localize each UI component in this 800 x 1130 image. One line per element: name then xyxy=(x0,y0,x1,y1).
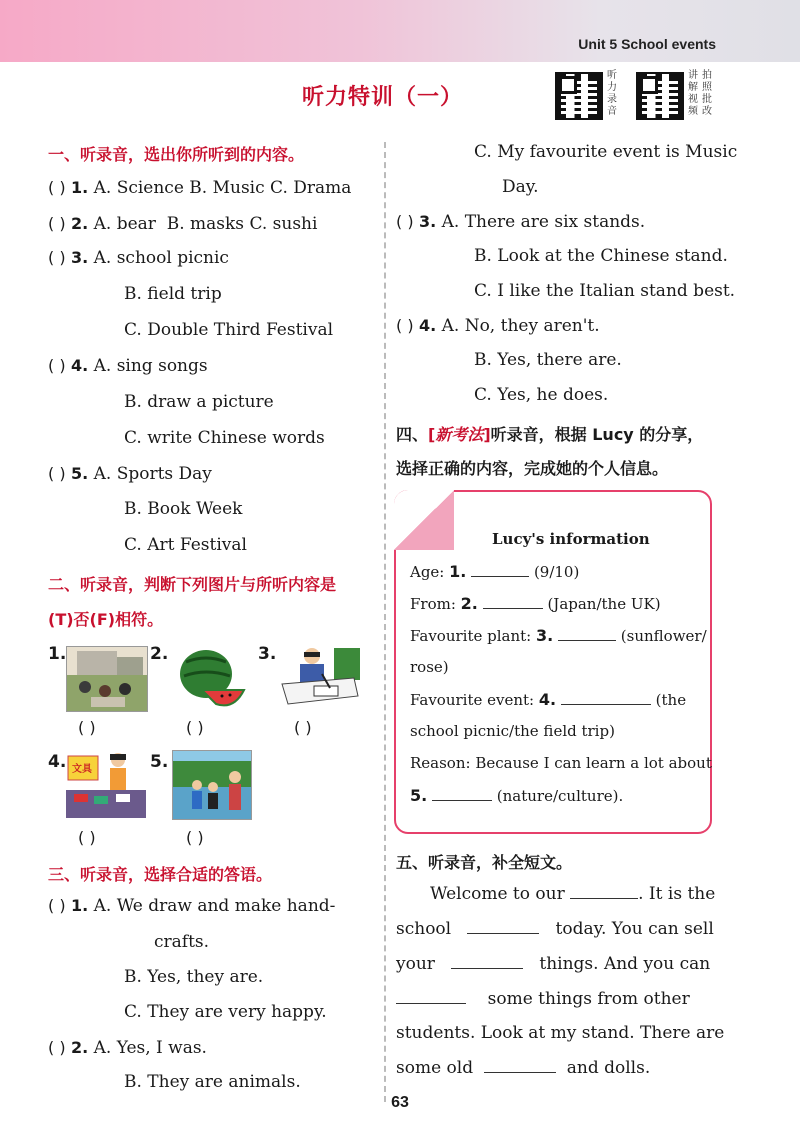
pic4-number: 4. xyxy=(48,752,67,772)
event-row: Favourite event: 4. (the xyxy=(410,690,687,709)
section3-heading: 三、听录音，选择合适的答语。 xyxy=(48,865,273,884)
pic5-number: 5. xyxy=(150,752,169,772)
plant-row: Favourite plant: 3. (sunflower/ xyxy=(410,626,707,645)
s1-item4-c: C. write Chinese words xyxy=(124,428,325,448)
passage-blank-5[interactable] xyxy=(484,1059,556,1073)
age-row: Age: 1. (9/10) xyxy=(410,562,580,581)
lucy-info-card xyxy=(394,490,712,834)
s3-item1: ( ) 1. A. We draw and make hand- xyxy=(48,896,336,916)
qr-caption-photo: 拍照批改 xyxy=(702,70,712,117)
s1-item1: ( ) 1. A. Science B. Music C. Drama xyxy=(48,178,352,198)
passage-line-3: your things. And you can xyxy=(396,954,711,974)
s1-item4: ( ) 4. A. sing songs xyxy=(48,356,208,376)
qr-code-icon[interactable] xyxy=(555,72,603,120)
passage-blank-4[interactable] xyxy=(396,990,466,1004)
s1-item4-b: B. draw a picture xyxy=(124,392,274,412)
pic2-answer[interactable]: ( ) xyxy=(186,718,204,737)
qr-code-icon[interactable] xyxy=(636,72,684,120)
s1-item5-c: C. Art Festival xyxy=(124,535,247,555)
writing-picture xyxy=(278,644,360,710)
page-title: 听力特训（一） xyxy=(302,85,464,110)
info-card-title: Lucy's information xyxy=(492,530,650,548)
event-blank[interactable] xyxy=(561,691,651,705)
s3-item3-b: B. Look at the Chinese stand. xyxy=(474,246,728,266)
s1-item2: ( ) 2. A. bear B. masks C. sushi xyxy=(48,214,318,234)
qr-caption-audio: 听力录音 xyxy=(607,70,617,117)
s3-item4-c: C. Yes, he does. xyxy=(474,385,609,405)
from-blank[interactable] xyxy=(483,595,543,609)
new-method-tag: [新考法] xyxy=(428,425,491,444)
qr-caption-video: 讲解视频 xyxy=(688,70,698,117)
s3-item4: ( ) 4. A. No, they aren't. xyxy=(396,316,600,336)
passage-line-6: some old and dolls. xyxy=(396,1058,651,1078)
s1-item3-b: B. field trip xyxy=(124,284,222,304)
unit-label: Unit 5 School events xyxy=(578,36,716,52)
s1-item5-b: B. Book Week xyxy=(124,499,243,519)
stationery-stand-picture xyxy=(66,750,146,822)
section4-heading: 四、[新考法]听录音，根据 Lucy 的分享， xyxy=(396,425,704,444)
event-row-2: school picnic/the field trip) xyxy=(410,722,615,740)
pic4-answer[interactable]: ( ) xyxy=(78,828,96,847)
s3-item2-c2: Day. xyxy=(502,177,539,197)
passage-blank-3[interactable] xyxy=(451,955,523,969)
passage-line-5: students. Look at my stand. There are xyxy=(396,1023,725,1043)
section4-heading-2: 选择正确的内容，完成她的个人信息。 xyxy=(396,459,669,478)
s3-item3: ( ) 3. A. There are six stands. xyxy=(396,212,646,232)
plant-row-2: rose) xyxy=(410,658,449,676)
column-divider xyxy=(384,142,386,1102)
s3-item3-c: C. I like the Italian stand best. xyxy=(474,281,736,301)
picnic-picture xyxy=(66,646,148,712)
s3-item2-b: B. They are animals. xyxy=(124,1072,301,1092)
s1-item5: ( ) 5. A. Sports Day xyxy=(48,464,212,484)
passage-line-1: Welcome to our . It is the xyxy=(430,884,716,904)
section2-heading: 二、听录音，判断下列图片与所听内容是 xyxy=(48,575,337,594)
header-band xyxy=(0,0,800,62)
card-fold-decoration xyxy=(394,490,454,550)
stand-sign: 文具 xyxy=(72,764,92,775)
pic5-answer[interactable]: ( ) xyxy=(186,828,204,847)
reason-blank[interactable] xyxy=(432,787,492,801)
pic3-answer[interactable]: ( ) xyxy=(294,718,312,737)
passage-blank-1[interactable] xyxy=(570,885,638,899)
section5-heading: 五、听录音，补全短文。 xyxy=(396,853,573,872)
reason-row: Reason: Because I can learn a lot about xyxy=(410,754,712,772)
s3-item1-a2: crafts. xyxy=(154,932,210,952)
watermelon-picture xyxy=(172,644,248,710)
s1-item3-c: C. Double Third Festival xyxy=(124,320,334,340)
field-trip-picture xyxy=(172,750,252,820)
pic2-number: 2. xyxy=(150,644,169,664)
s3-item1-b: B. Yes, they are. xyxy=(124,967,264,987)
s1-item3: ( ) 3. A. school picnic xyxy=(48,248,229,268)
from-row: From: 2. (Japan/the UK) xyxy=(410,594,661,613)
s3-item4-b: B. Yes, there are. xyxy=(474,350,622,370)
s3-item2-c: C. My favourite event is Music xyxy=(474,142,738,162)
age-blank[interactable] xyxy=(471,563,529,577)
plant-blank[interactable] xyxy=(558,627,616,641)
passage-line-4: some things from other xyxy=(396,989,690,1009)
page-number: 63 xyxy=(391,1094,409,1111)
pic1-answer[interactable]: ( ) xyxy=(78,718,96,737)
s3-item2: ( ) 2. A. Yes, I was. xyxy=(48,1038,207,1058)
reason-row-2: 5. (nature/culture). xyxy=(410,786,624,805)
s3-item1-c: C. They are very happy. xyxy=(124,1002,327,1022)
pic3-number: 3. xyxy=(258,644,277,664)
section1-heading: 一、听录音，选出你所听到的内容。 xyxy=(48,145,305,164)
section2-heading-2: (T)否(F)相符。 xyxy=(48,610,164,629)
passage-blank-2[interactable] xyxy=(467,920,539,934)
passage-line-2: school today. You can sell xyxy=(396,919,714,939)
pic1-number: 1. xyxy=(48,644,67,664)
